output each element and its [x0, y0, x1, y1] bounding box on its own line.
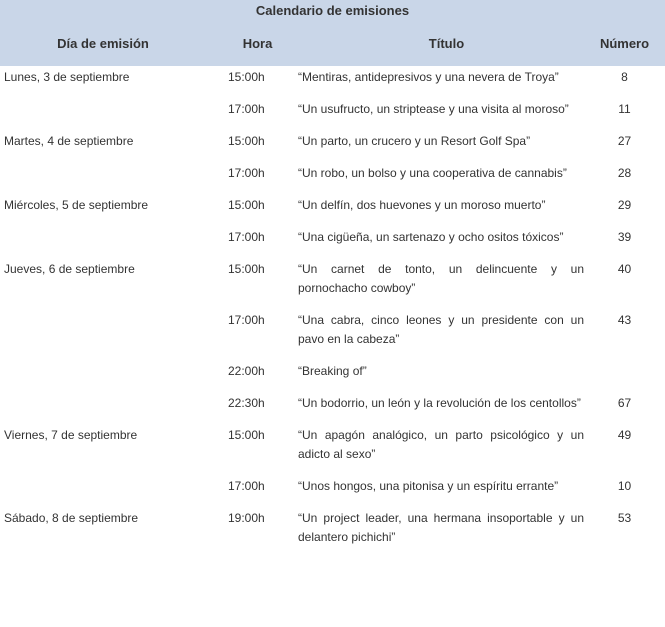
table-row — [0, 258, 665, 309]
header-number: Número — [599, 36, 650, 51]
number-cell: 10 — [617, 479, 632, 493]
title-cell: “Un carnet de tonto, un delincuente y un pornochacho cowboy” — [298, 262, 584, 295]
header-title: Título — [428, 36, 465, 51]
number-cell: 39 — [617, 230, 632, 244]
hour-cell: 17:00h — [228, 230, 265, 244]
table-row — [0, 226, 665, 258]
hour-cell: 15:00h — [228, 262, 265, 276]
hour-cell: 22:30h — [228, 396, 265, 410]
number-cell: 8 — [621, 70, 628, 84]
title-cell: “Breaking of” — [298, 364, 367, 378]
title-cell: “Una cabra, cinco leones y un presidente con un pavo en la cabeza” — [298, 313, 584, 346]
table-row — [0, 424, 665, 475]
number-cell: 53 — [617, 511, 632, 525]
title-cell: “Una cigüeña, un sartenazo y ocho ositos tóxicos” — [298, 230, 564, 244]
hour-cell: 17:00h — [228, 102, 265, 116]
hour-cell: 22:00h — [228, 364, 265, 378]
table-row — [0, 392, 665, 424]
day-cell: Lunes, 3 de septiembre — [4, 70, 130, 84]
table-row — [0, 309, 665, 360]
schedule-table — [0, 66, 665, 558]
hour-cell: 17:00h — [228, 166, 265, 180]
title-cell: “Mentiras, antidepresivos y una nevera de Troya” — [298, 70, 559, 84]
table-row — [0, 130, 665, 162]
hour-cell: 15:00h — [228, 198, 265, 212]
hour-cell: 17:00h — [228, 479, 265, 493]
table-row — [0, 475, 665, 507]
header-hour: Hora — [242, 36, 273, 51]
number-cell — [584, 360, 665, 392]
number-cell: 11 — [618, 102, 631, 116]
table-row — [0, 194, 665, 226]
title-cell: “Un robo, un bolso y una cooperativa de cannabis” — [298, 166, 567, 180]
hour-cell: 15:00h — [228, 428, 265, 442]
header-day: Día de emisión — [57, 36, 149, 51]
hour-cell: 15:00h — [228, 134, 265, 148]
hour-cell: 19:00h — [228, 511, 265, 525]
title-cell: “Un delfín, dos huevones y un moroso muerto” — [298, 198, 546, 212]
number-cell: 29 — [617, 198, 632, 212]
day-cell: Jueves, 6 de septiembre — [4, 262, 135, 276]
table-row — [0, 360, 665, 392]
day-cell: Martes, 4 de septiembre — [4, 134, 134, 148]
number-cell: 40 — [617, 262, 632, 276]
table-row — [0, 507, 665, 558]
number-cell: 43 — [617, 313, 632, 327]
title-cell: “Un apagón analógico, un parto psicológico y un adicto al sexo” — [298, 428, 584, 461]
hour-cell: 15:00h — [228, 70, 265, 84]
day-cell: Miércoles, 5 de septiembre — [4, 198, 149, 212]
table-row — [0, 162, 665, 194]
number-cell: 27 — [617, 134, 632, 148]
title-cell: “Un usufructo, un striptease y una visita al moroso” — [298, 102, 569, 116]
title-cell: “Un parto, un crucero y un Resort Golf Spa” — [298, 134, 531, 148]
number-cell: 28 — [617, 166, 632, 180]
title-cell: “Un project leader, una hermana insoportable y un delantero pichichi” — [298, 511, 584, 544]
number-cell: 67 — [617, 396, 632, 410]
table-header-row — [0, 22, 665, 66]
hour-cell: 17:00h — [228, 313, 265, 327]
table-row — [0, 98, 665, 130]
day-cell: Viernes, 7 de septiembre — [4, 428, 138, 442]
number-cell: 49 — [617, 428, 632, 442]
title-cell: “Un bodorrio, un león y la revolución de los centollos” — [298, 396, 581, 410]
title-cell: “Unos hongos, una pitonisa y un espíritu errante” — [298, 479, 559, 493]
day-cell: Sábado, 8 de septiembre — [4, 511, 139, 525]
table-caption: Calendario de emisiones — [0, 0, 665, 22]
table-row — [0, 66, 665, 98]
